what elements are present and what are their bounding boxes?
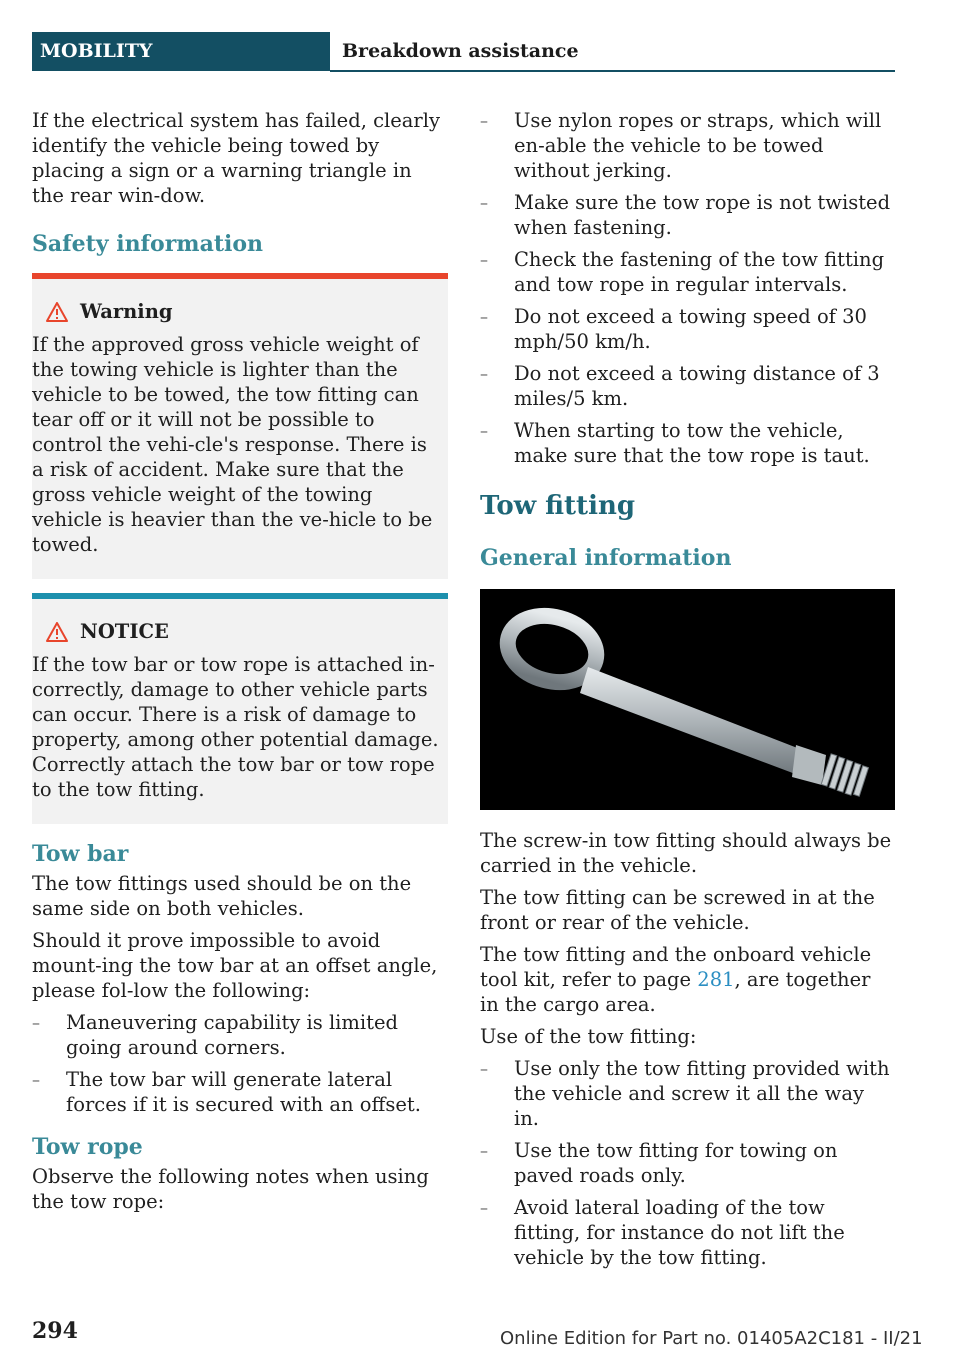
tow-fitting-illustration [480, 589, 895, 810]
towbar-heading: Tow bar [32, 841, 129, 867]
fitting-paragraph: The tow fitting can be screwed in at the front or rear of the vehicle. [480, 886, 875, 934]
intro-paragraph: If the electrical system has failed, clearly identify the vehicle being towed by placing a sign or a warning triangle in the rear win-dow. [32, 109, 440, 207]
warning-box [32, 273, 448, 579]
list-item: – Avoid lateral loading of the tow fitting, for instance do not lift the vehicle by the tow fitting. [480, 1195, 895, 1270]
tow-fitting-heading: Tow fitting [480, 491, 636, 521]
list-item: – Make sure the tow rope is not twisted when fastening. [480, 190, 895, 240]
towrope-paragraph: Observe the following notes when using the tow rope: [32, 1165, 429, 1213]
list-item: – Use only the tow fitting provided with the vehicle and screw it all the way in. [480, 1056, 895, 1131]
notice-header [32, 619, 440, 644]
section-label: MOBILITY [32, 32, 330, 71]
towbar-paragraph: Should it prove impossible to avoid mount-ing the tow bar at an offset angle, please fol-low the following: [32, 929, 438, 1002]
list-item: – When starting to tow the vehicle, make sure that the tow rope is taut. [480, 418, 895, 468]
warning-triangle-icon [46, 302, 68, 322]
fitting-paragraph: The screw-in tow fitting should always be carried in the vehicle. [480, 829, 892, 877]
page-header [32, 32, 895, 71]
page-number: 294 [32, 1318, 78, 1344]
chapter-title: Breakdown assistance [342, 40, 579, 62]
use-list [480, 1056, 895, 1270]
list-item: – Do not exceed a towing distance of 3 miles/5 km. [480, 361, 895, 411]
towbar-list [32, 1010, 448, 1117]
list-item: – Use nylon ropes or straps, which will en-able the vehicle to be towed without jerking. [480, 108, 895, 183]
list-item: – Use the tow fitting for towing on paved roads only. [480, 1138, 895, 1188]
edition-footer: Online Edition for Part no. 01405A2C181 - II/21 [500, 1328, 923, 1349]
list-item: – The tow bar will generate lateral forces if it is secured with an offset. [32, 1067, 448, 1117]
towbar-paragraph: The tow fittings used should be on the same side on both vehicles. [32, 872, 412, 920]
list-item: – Maneuvering capability is limited going around corners. [32, 1010, 448, 1060]
left-column [32, 108, 448, 1221]
list-item: – Check the fastening of the tow fitting and tow rope in regular intervals. [480, 247, 895, 297]
towrope-list [480, 108, 895, 468]
safety-heading: Safety information [32, 231, 264, 257]
warning-label: Warning [80, 300, 173, 323]
fitting-paragraph-with-link: The tow fitting and the onboard vehicle tool kit, refer to page 281, are together in the cargo area. [480, 943, 872, 1016]
right-column [480, 108, 895, 1278]
notice-box [32, 593, 448, 824]
warning-triangle-icon [46, 622, 68, 642]
header-divider [330, 70, 895, 72]
notice-label: NOTICE [80, 620, 169, 643]
tow-fitting-image [480, 589, 895, 810]
notice-text: If the tow bar or tow rope is attached in-correctly, damage to other vehicle parts can occur. There is a risk of damage to property, among other potential damage. Correctly attach the tow bar or tow rope to the tow fitting. [32, 653, 439, 801]
warning-text: If the approved gross vehicle weight of the towing vehicle is lighter than the vehicle to be towed, the tow fitting can tear off or it will not be possible to control the vehi-cle's response. There is a risk of accident. Make sure that the gross vehicle weight of the towing vehicle is heavier than the ve-hicle to be towed. [32, 333, 433, 556]
towrope-heading: Tow rope [32, 1134, 143, 1160]
list-item: – Do not exceed a towing speed of 30 mph/50 km/h. [480, 304, 895, 354]
warning-header [32, 299, 440, 324]
use-label: Use of the tow fitting: [480, 1025, 697, 1048]
general-info-heading: General information [480, 545, 732, 571]
page-reference-link[interactable]: 281 [697, 968, 735, 991]
